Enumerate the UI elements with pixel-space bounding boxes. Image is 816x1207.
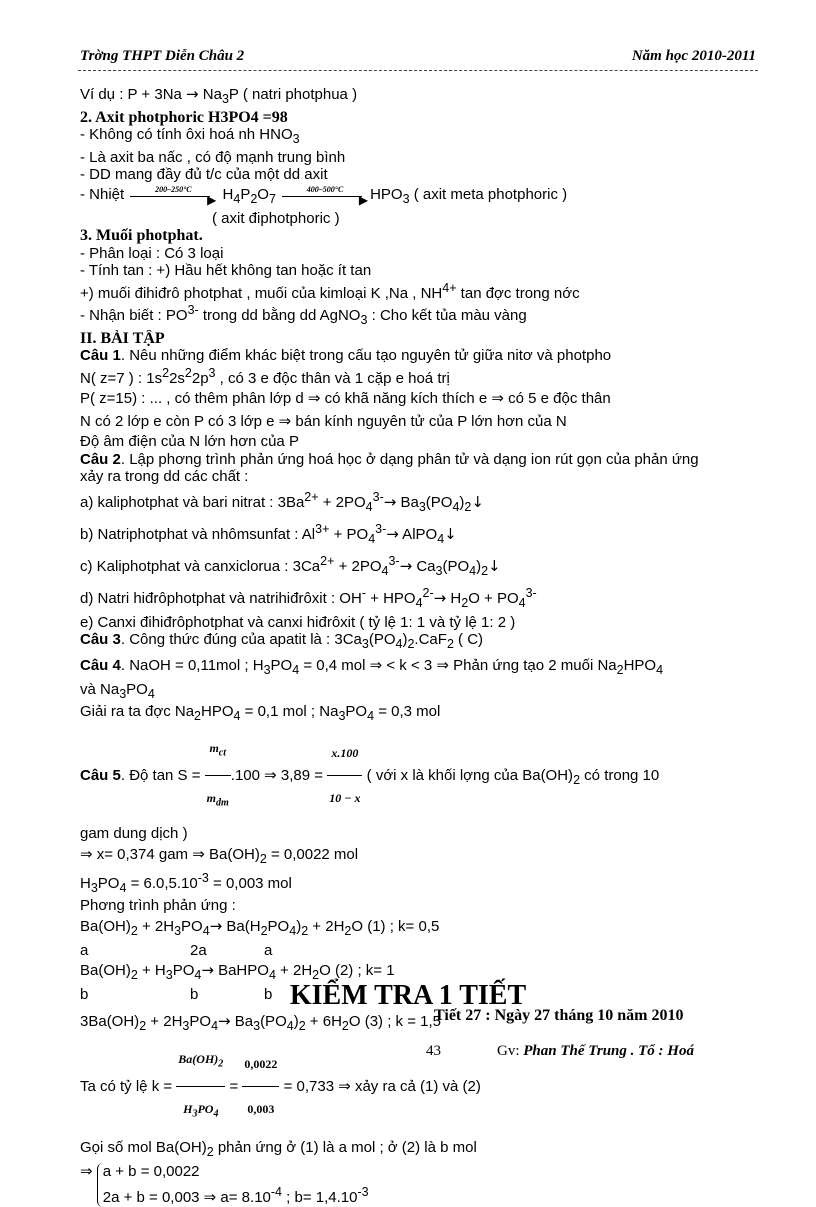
section-heading: 3. Muối photphat. bbox=[80, 227, 203, 244]
text-line: - Không có tính ôxi hoá nh $HNO_3$ bbox=[80, 126, 300, 146]
arrow-icon: → bbox=[209, 916, 223, 935]
precipitate-icon: ↓ bbox=[444, 524, 457, 543]
text-line: Giải ra ta đợc $Na_2HPO_4 = 0,1$ mol ; $Na_3PO_4 = 0,3$ mol bbox=[80, 703, 441, 723]
text-line: - Là axit ba nấc , có độ mạnh trung bình bbox=[80, 148, 346, 166]
header-school: Trờng THPT Diễn Châu 2 bbox=[80, 48, 245, 64]
arrow-icon: → bbox=[386, 524, 399, 543]
arrow-icon: → bbox=[433, 588, 447, 607]
test-subtitle: Tiết 27 : Ngày 27 tháng 10 năm 2010 bbox=[434, 1007, 684, 1024]
text-line: gam dung dịch ) bbox=[80, 825, 188, 843]
heat-reaction-line: - Nhiệt 200–250°C ▶ $H_4P_2O_7$ 400–500°C ▶ $HPO_3$ ( axit meta photphoric ) bbox=[80, 184, 568, 207]
reaction-c: c) Kaliphotphat và canxiclorua : $3Ca^{2+} + 2PO_4^{3-}\to$ $Ca_3(PO_4)_2↓$ bbox=[80, 553, 501, 578]
text-line: Gọi số mol $Ba(OH)_2$ phản ứng ở (1) là a mol ; ở (2) là b mol bbox=[80, 1138, 477, 1159]
text-line: ( axit điphotphoric ) bbox=[212, 209, 340, 227]
example-line: Ví dụ : $P + 3Na \to Na_3P$ ( natri photphua ) bbox=[80, 86, 358, 106]
implies-icon: ⇒ bbox=[491, 389, 504, 407]
precipitate-icon: ↓ bbox=[488, 556, 501, 575]
reaction-d: d) Natri hiđrôphotphat và natrihiđrôxit : $OH^- + HPO_4^{2-}\to H_2O + PO_4^{3-}$ bbox=[80, 585, 537, 610]
section-heading: 2. Axit photphoric H3PO4 =98 bbox=[80, 108, 288, 126]
labeled-arrow-icon: 400–500°C ▶ bbox=[280, 188, 370, 202]
document-body bbox=[80, 86, 770, 1207]
implies-icon: ⇒ bbox=[436, 655, 449, 674]
fraction: $\frac{Ba(OH)_2}{H_3PO_4}$ bbox=[176, 1037, 225, 1137]
reaction-2: $Ba(OH)_2 + H_3PO_4\to$ BaHPO$_4$ + $2H_2O$ (2) ; k= 1 bbox=[80, 961, 395, 983]
labeled-arrow-icon: 200–250°C ▶ bbox=[128, 188, 218, 202]
text-line: - Phân loại : Có 3 loại bbox=[80, 244, 224, 262]
reaction-e: e) Canxi đihiđrôphotphat và canxi hiđrôxit ( tỷ lệ 1: 1 và tỷ lệ 1: 2 ) bbox=[80, 613, 516, 631]
reaction-2-moles: b b b bbox=[80, 986, 273, 1004]
header-year: Năm học 2010-2011 bbox=[631, 48, 756, 64]
section-heading: II. BÀI TẬP bbox=[80, 329, 165, 347]
text-line: - Tính tan : +) Hầu hết không tan hoặc ít tan bbox=[80, 262, 372, 279]
arrow-icon: → bbox=[186, 86, 199, 103]
reaction-b: b) Natriphotphat và nhômsunfat : $Al^{3+} + PO_4^{3-}\to$ AlPO$_4$↓ bbox=[80, 521, 457, 546]
arrow-icon: → bbox=[399, 556, 413, 575]
text-line: và $Na_3PO_4$ bbox=[80, 680, 155, 701]
fraction: $\frac{x.100}{10 - x}$ bbox=[327, 731, 362, 820]
equation-system: ⇒ a + b = 0,0022 2a + b = 0,003 ⇒ $a= 8.10^{-4}$ ; $b= 1,4.10^{-3}$ bbox=[80, 1162, 369, 1207]
ratio-line: Ta có tỷ lệ k = $\frac{Ba(OH)_2}{H_3PO_4}$ = $\frac{0,0022}{0,003}$ = 0,733 ⇒ xảy ra cả (1) và (2) bbox=[80, 1037, 770, 1137]
text-line: +) muối đihiđrô photphat , muối của kimloại K ,Na , $NH^{4+}$ tan đợc trong nớc bbox=[80, 280, 580, 302]
text-line: Phơng trình phản ứng : bbox=[80, 897, 236, 915]
reaction-a: a) kaliphotphat và bari nitrat : $3Ba^{2+} + 2PO_4^{3-}\to$ $Ba_3(PO_4)_2↓$ bbox=[80, 489, 484, 514]
implies-icon: ⇒ bbox=[264, 765, 277, 784]
implies-icon: ⇒ bbox=[192, 844, 205, 863]
fraction: $\frac{m_{ct}}{m_{dm}}$ bbox=[205, 726, 231, 826]
implies-icon: ⇒ bbox=[80, 844, 93, 863]
text-line: N( z=7 ) : $1s^22s^22p^3$ , có 3 e độc thân và 1 cặp e hoá trị bbox=[80, 365, 450, 387]
text-line: ⇒ x= 0,374 gam ⇒ $Ba(OH)_2 = 0,0022$ mol bbox=[80, 844, 359, 866]
teacher-credit: Gv: Phan Thế Trung . Tổ : Hoá bbox=[497, 1043, 694, 1059]
question-2: Câu 2. Lập phơng trình phản ứng hoá học ở dạng phân tử và dạng ion rút gọn của phản ứng bbox=[80, 450, 699, 468]
implies-icon: ⇒ bbox=[369, 655, 383, 674]
precipitate-icon: ↓ bbox=[471, 492, 484, 511]
implies-icon: ⇒ bbox=[203, 1188, 217, 1207]
implies-icon: ⇒ bbox=[278, 412, 292, 430]
arrow-icon: → bbox=[218, 1011, 231, 1030]
implies-icon: ⇒ bbox=[338, 1076, 351, 1095]
text-line: - Nhận biết : $PO^{3-}$ trong dd bằng dd AgNO$_3$ : Cho kết tủa màu vàng bbox=[80, 303, 527, 327]
text-line: - DD mang đầy đủ t/c của một dd axit bbox=[80, 166, 328, 183]
text-line: N có 2 lớp e còn P có 3 lớp e ⇒ bán kính nguyên tử của P lớn hơn của N bbox=[80, 412, 567, 430]
question-1: Câu 1. Nêu những điểm khác biệt trong cấu tạo nguyên tử giữa nitơ và photpho bbox=[80, 347, 612, 364]
reaction-1-moles: a 2a a bbox=[80, 941, 273, 959]
implies-icon: ⇒ bbox=[307, 389, 321, 407]
test-title: KIỂM TRA 1 TIẾT bbox=[289, 980, 527, 1011]
page-number: 43 bbox=[426, 1043, 441, 1059]
fraction: $\frac{0,0022}{0,003}$ bbox=[242, 1042, 279, 1131]
header-rule bbox=[78, 70, 758, 71]
question-4: Câu 4. NaOH = 0,11mol ; $H_3PO_4 = 0,4$ mol ⇒ < k < 3 ⇒ Phản ứng tạo 2 muối $Na_2HPO_4$ bbox=[80, 655, 664, 677]
arrow-icon: → bbox=[383, 492, 397, 511]
question-3: Câu 3. Công thức đúng của apatit là : $3Ca_3(PO_4)_2.CaF_2$ ( C) bbox=[80, 631, 484, 651]
question-5: Câu 5. Độ tan S = $\frac{m_{ct}}{m_{dm}}$ .100 ⇒ 3,89 = $\frac{x.100}{10 - x}$ ( với x là khối lợng của $Ba(OH)_2$ có trong 10 bbox=[80, 726, 770, 826]
text-line: $H_3PO_4 = 6.0,5.10^{-3} = 0,003$ mol bbox=[80, 870, 292, 895]
reaction-3: $3Ba(OH)_2 + 2H_3PO_4\to Ba_3(PO_4)_2 + 6H_2O$ (3) ; k = 1,5 bbox=[80, 1011, 441, 1033]
text-line: xảy ra trong dd các chất : bbox=[80, 468, 249, 485]
reaction-1: $Ba(OH)_2 + 2H_3PO_4\to Ba(H_2PO_4)_2 + 2H_2O$ (1) ; k= 0,5 bbox=[80, 916, 440, 938]
implies-icon: ⇒ bbox=[80, 1162, 93, 1180]
arrow-icon: → bbox=[201, 961, 214, 980]
text-line: Độ âm điện của N lớn hơn của P bbox=[80, 433, 299, 450]
text-line: P( z=15) : ... , có thêm phân lớp d ⇒ có khã năng kích thích e ⇒ có 5 e độc thân bbox=[80, 389, 611, 407]
